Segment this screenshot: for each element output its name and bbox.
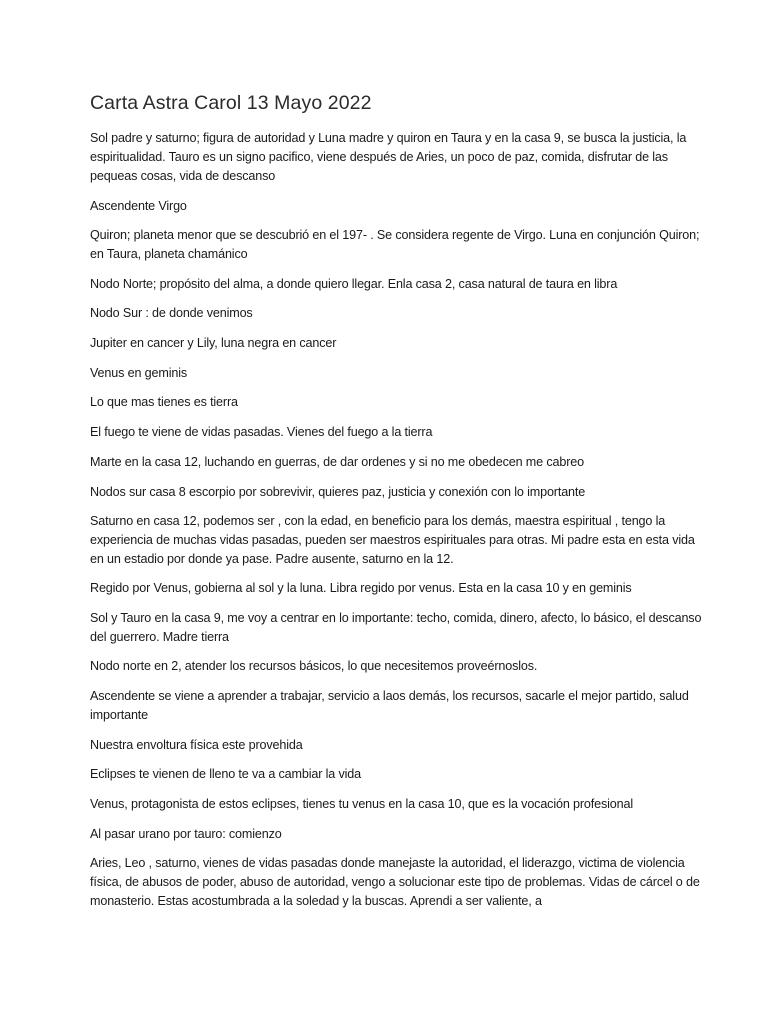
paragraph-regido-venus: Regido por Venus, gobierna al sol y la luna. Libra regido por venus. Esta en la casa 10 y en geminis	[90, 581, 632, 596]
paragraph-fuego: El fuego te viene de vidas pasadas. Vienes del fuego a la tierra	[90, 425, 433, 440]
paragraph-aries-leo: Aries, Leo , saturno, vienes de vidas pasadas donde manejaste la autoridad, el liderazgo, victima de violencia física, de abusos de poder, abuso de autoridad, vengo a solucionar este tipo de problemas. Vidas de cárcel o de monasterio. Estas acostumbrada a la soledad y la buscas. Aprendi a ser valiente, a	[90, 856, 700, 908]
paragraph-envoltura: Nuestra envoltura física este provehida	[90, 737, 303, 752]
paragraph-eclipses: Eclipses te vienen de lleno te va a cambiar la vida	[90, 767, 361, 782]
document-title: Carta Astra Carol 13 Mayo 2022	[90, 92, 372, 114]
paragraph-nodo-norte: Nodo Norte; propósito del alma, a donde quiero llegar. Enla casa 2, casa natural de taura en libra	[90, 276, 618, 291]
paragraph-nodo-norte-2: Nodo norte en 2, atender los recursos básicos, lo que necesitemos proveérnoslos.	[90, 659, 538, 674]
paragraph-jupiter: Jupiter en cancer y Lily, luna negra en cancer	[90, 336, 337, 351]
paragraph-marte: Marte en la casa 12, luchando en guerras, de dar ordenes y si no me obedecen me cabreo	[90, 454, 584, 469]
paragraph-tierra: Lo que mas tienes es tierra	[90, 395, 238, 410]
paragraph-sol-padre: Sol padre y saturno; figura de autoridad y Luna madre y quiron en Taura y en la casa 9, se busca la justicia, la espiritualidad. Tauro es un signo pacifico, viene después de Aries, un poco de paz, comida, disfrutar de las pequeas cosas, vida de descanso	[90, 131, 687, 183]
paragraph-ascendente-virgo: Ascendente Virgo	[90, 198, 187, 213]
paragraph-saturno: Saturno en casa 12, podemos ser , con la edad, en beneficio para los demás, maestra espiritual , tengo la experiencia de muchas vidas pasadas, pueden ser maestros espirituales para otras. Mi padre esta en esta vida en un estadio por donde ya pase. Padre ausente, saturno en la 12.	[90, 514, 695, 566]
paragraph-quiron: Quiron; planeta menor que se descubrió en el 197- . Se considera regente de Virgo. Luna en conjunción Quiron; en Taura, planeta chamánico	[90, 228, 700, 261]
paragraph-venus-geminis: Venus en geminis	[90, 365, 188, 380]
paragraph-urano: Al pasar urano por tauro: comienzo	[90, 826, 282, 841]
paragraph-sol-tauro: Sol y Tauro en la casa 9, me voy a centrar en lo importante: techo, comida, dinero, afecto, lo básico, el descanso del guerrero. Madre tierra	[90, 611, 702, 644]
paragraph-ascendente-trabajar: Ascendente se viene a aprender a trabajar, servicio a laos demás, los recursos, sacarle el mejor partido, salud importante	[90, 689, 689, 722]
paragraph-nodo-sur: Nodo Sur : de donde venimos	[90, 306, 253, 321]
paragraph-nodos-sur: Nodos sur casa 8 escorpio por sobrevivir, quieres paz, justicia y conexión con lo importante	[90, 484, 586, 499]
paragraph-venus-eclipses: Venus, protagonista de estos eclipses, tienes tu venus en la casa 10, que es la vocación profesional	[90, 796, 633, 811]
